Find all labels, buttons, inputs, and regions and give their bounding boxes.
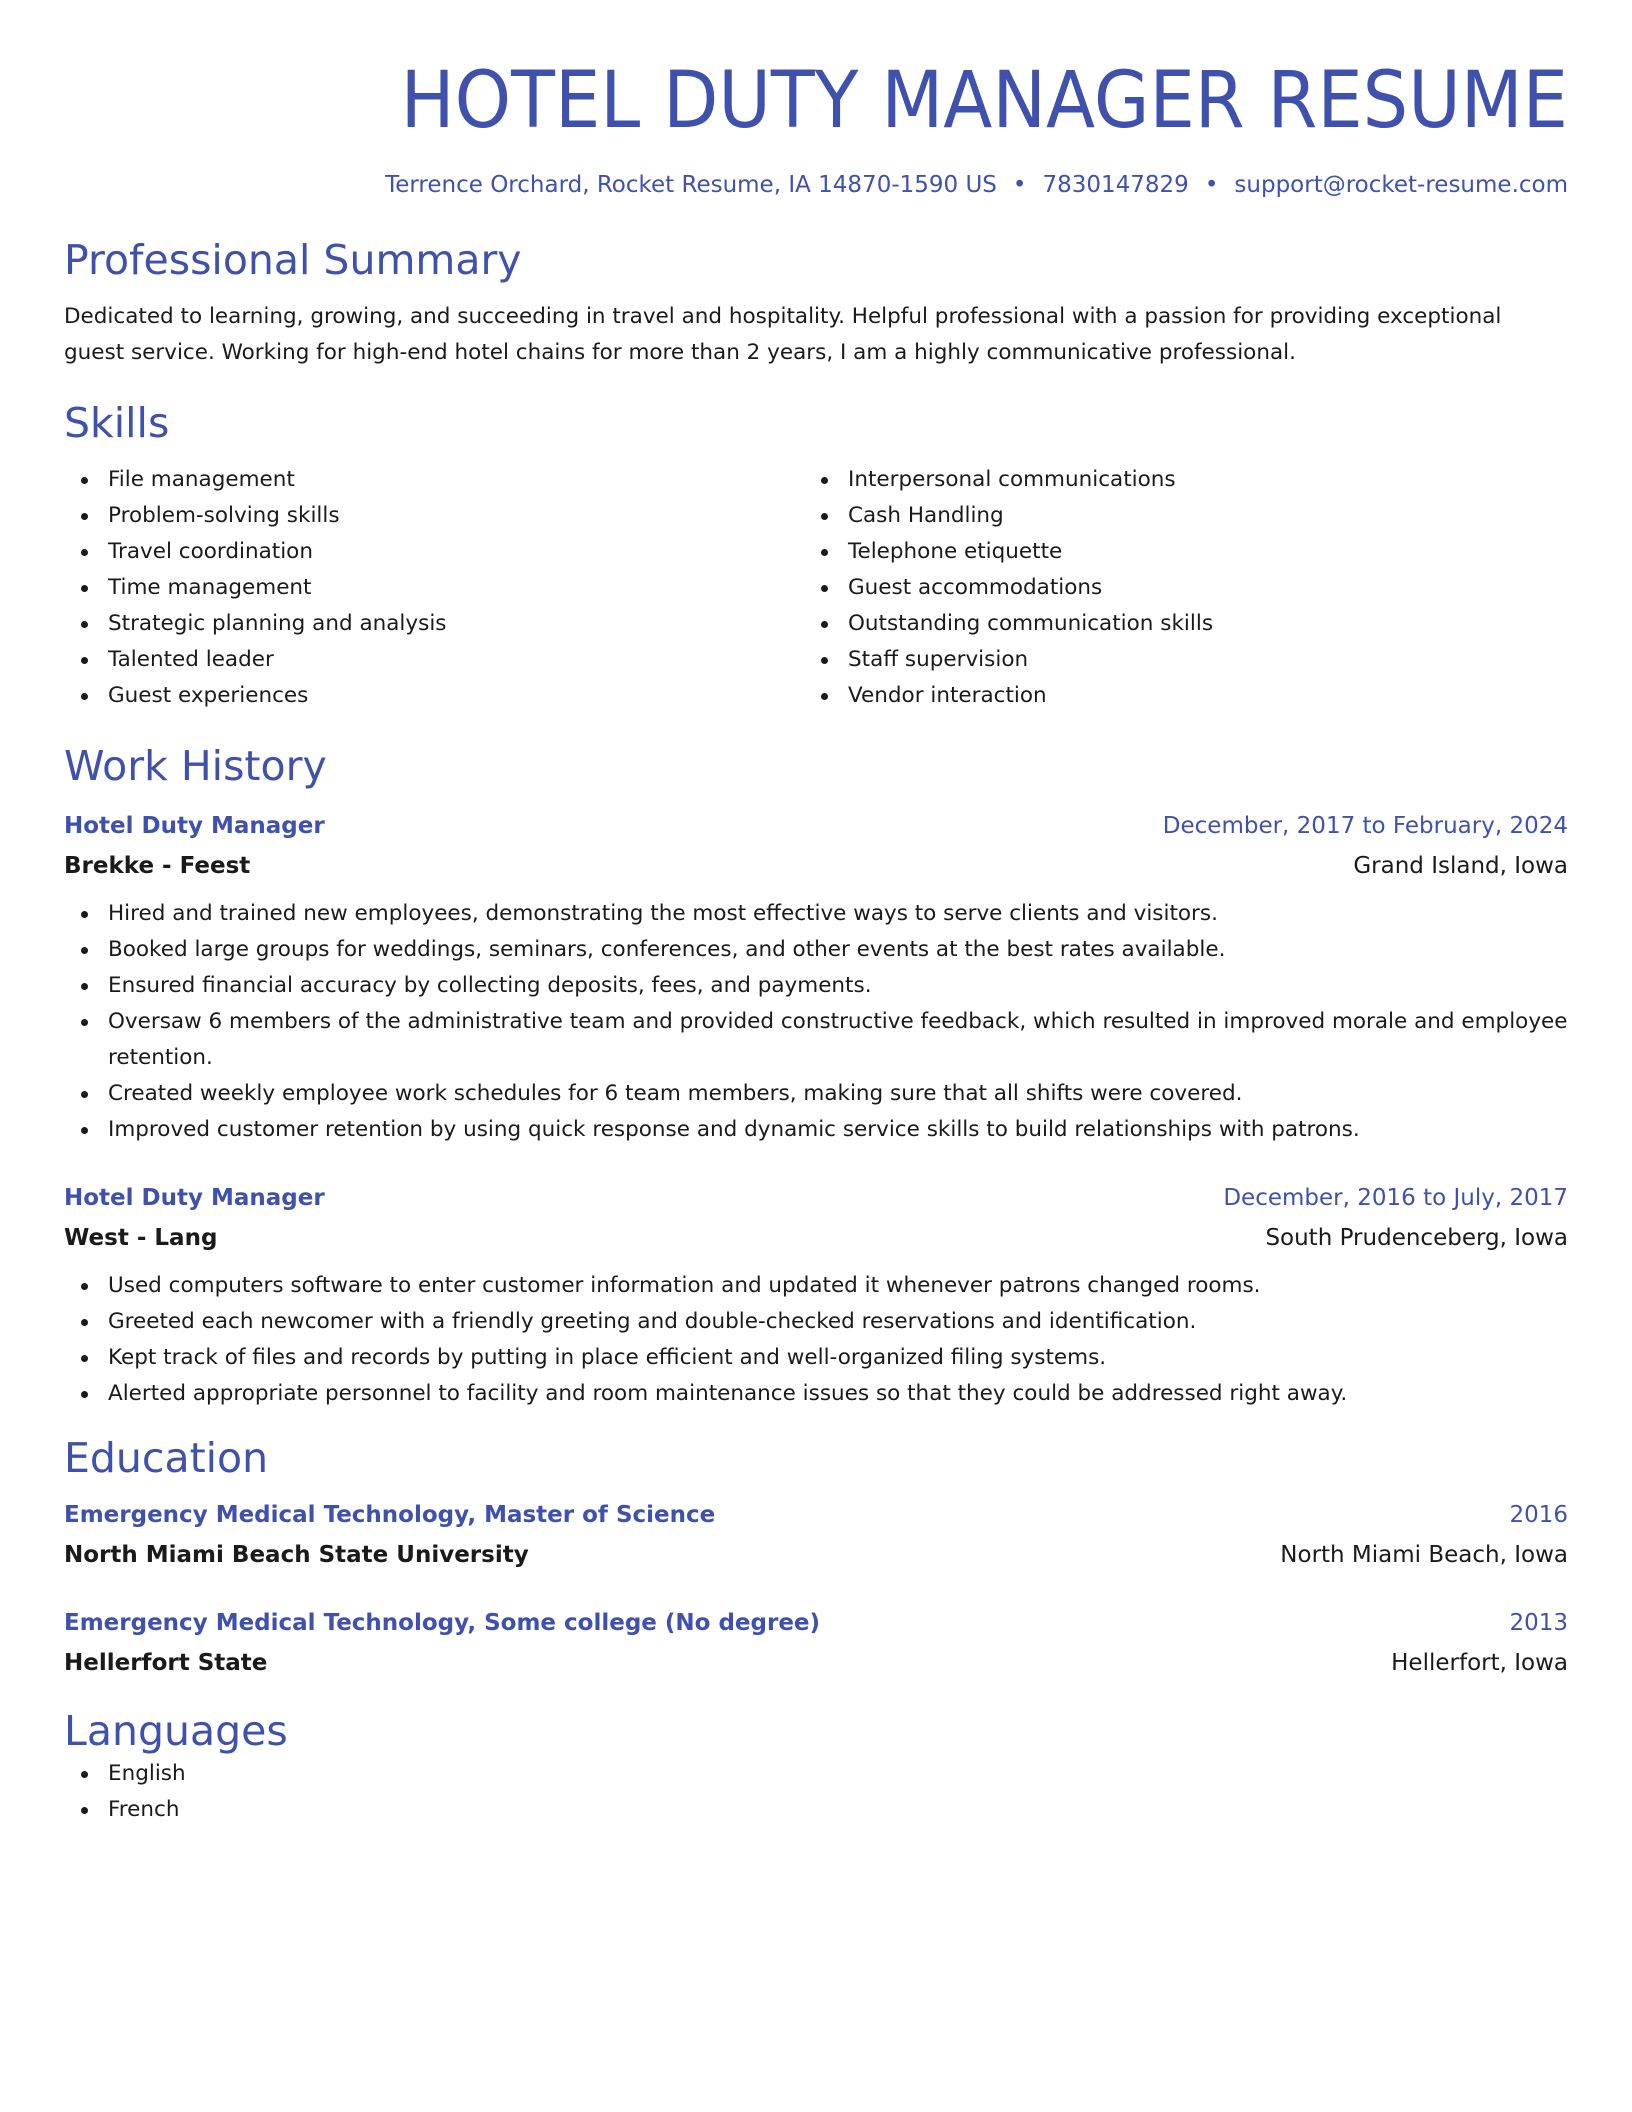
skills-grid xyxy=(64,462,1568,714)
job-company-row xyxy=(64,1218,1568,1258)
skill-item: Vendor interaction xyxy=(804,678,1544,714)
skill-item: Cash Handling xyxy=(804,498,1544,534)
skill-item: Interpersonal communications xyxy=(804,462,1544,498)
job-duty: Used computers software to enter customer information and updated it whenever patrons changed rooms. xyxy=(64,1268,1568,1304)
job-duty: Created weekly employee work schedules for 6 team members, making sure that all shifts were covered. xyxy=(64,1076,1568,1112)
education-degree: Emergency Medical Technology, Some college (No degree) xyxy=(64,1609,821,1636)
job-location: Grand Island, Iowa xyxy=(1353,852,1568,879)
job-role: Hotel Duty Manager xyxy=(64,1184,325,1211)
work-history-heading: Work History xyxy=(64,742,327,791)
job-duty: Improved customer retention by using quick response and dynamic service skills to build relationships with patrons. xyxy=(64,1112,1568,1148)
education-school-row xyxy=(64,1535,1568,1575)
job-title-row xyxy=(64,806,1568,846)
education-school: North Miami Beach State University xyxy=(64,1541,529,1568)
job-company-row xyxy=(64,846,1568,886)
education-year: 2016 xyxy=(1509,1501,1568,1528)
education-heading: Education xyxy=(64,1433,269,1482)
job-duty: Ensured financial accuracy by collecting deposits, fees, and payments. xyxy=(64,968,1568,1004)
contact-address: Terrence Orchard, Rocket Resume, IA 14870-1590 US xyxy=(385,172,997,198)
job-duty: Greeted each newcomer with a friendly greeting and double-checked reservations and identification. xyxy=(64,1304,1568,1340)
education-entry xyxy=(64,1603,1568,1683)
job-entry xyxy=(64,806,1568,1148)
job-entry xyxy=(64,1178,1568,1412)
job-duty: Oversaw 6 members of the administrative team and provided constructive feedback, which resulted in improved morale and employee retention. xyxy=(64,1004,1568,1076)
skills-heading: Skills xyxy=(64,399,170,448)
education-location: North Miami Beach, Iowa xyxy=(1280,1541,1568,1568)
skill-item: Time management xyxy=(64,570,804,606)
education-degree-row xyxy=(64,1603,1568,1643)
summary-heading: Professional Summary xyxy=(64,236,522,284)
education-school: Hellerfort State xyxy=(64,1649,268,1676)
skill-item: Travel coordination xyxy=(64,534,804,570)
contact-line xyxy=(64,172,1568,198)
job-duties xyxy=(64,896,1568,1148)
skills-right-column xyxy=(804,462,1544,714)
education-year: 2013 xyxy=(1509,1609,1568,1636)
language-item: English xyxy=(64,1756,1568,1792)
skill-item: Guest accommodations xyxy=(804,570,1544,606)
education-location: Hellerfort, Iowa xyxy=(1391,1649,1568,1676)
job-duties xyxy=(64,1268,1568,1412)
job-duty: Hired and trained new employees, demonstrating the most effective ways to serve clients and visitors. xyxy=(64,896,1568,932)
languages-list xyxy=(64,1756,1568,1828)
job-duty: Kept track of files and records by putting in place efficient and well-organized filing systems. xyxy=(64,1340,1568,1376)
summary-text: Dedicated to learning, growing, and succeeding in travel and hospitality. Helpful professional with a passion for providing exceptional guest service. Working for high-end hotel chains for more than 2 years, I am a highly communicative professional. xyxy=(64,304,1502,366)
education-degree-row xyxy=(64,1495,1568,1535)
contact-phone: 7830147829 xyxy=(1042,172,1189,198)
job-title-row xyxy=(64,1178,1568,1218)
contact-email: support@rocket-resume.com xyxy=(1234,172,1568,198)
job-company: Brekke - Feest xyxy=(64,852,251,879)
education-entry xyxy=(64,1495,1568,1575)
skill-item: File management xyxy=(64,462,804,498)
skill-item: Talented leader xyxy=(64,642,804,678)
skill-item: Problem-solving skills xyxy=(64,498,804,534)
skill-item: Guest experiences xyxy=(64,678,804,714)
skills-left-column xyxy=(64,462,804,714)
languages-heading: Languages xyxy=(64,1706,288,1755)
job-dates: December, 2016 to July, 2017 xyxy=(1223,1184,1568,1211)
contact-separator: • xyxy=(1204,172,1219,198)
resume-title: HOTEL DUTY MANAGER RESUME xyxy=(400,56,1568,146)
education-degree: Emergency Medical Technology, Master of Science xyxy=(64,1501,716,1528)
education-school-row xyxy=(64,1643,1568,1683)
job-duty: Alerted appropriate personnel to facility and room maintenance issues so that they could be addressed right away. xyxy=(64,1376,1568,1412)
skill-item: Staff supervision xyxy=(804,642,1544,678)
skill-item: Strategic planning and analysis xyxy=(64,606,804,642)
job-duty: Booked large groups for weddings, seminars, conferences, and other events at the best rates available. xyxy=(64,932,1568,968)
job-role: Hotel Duty Manager xyxy=(64,812,325,839)
resume-page xyxy=(64,50,1568,1828)
skill-item: Telephone etiquette xyxy=(804,534,1544,570)
language-item: French xyxy=(64,1792,1568,1828)
job-company: West - Lang xyxy=(64,1224,218,1251)
job-location: South Prudenceberg, Iowa xyxy=(1265,1224,1568,1251)
skill-item: Outstanding communication skills xyxy=(804,606,1544,642)
contact-separator: • xyxy=(1012,172,1027,198)
job-dates: December, 2017 to February, 2024 xyxy=(1162,812,1568,839)
